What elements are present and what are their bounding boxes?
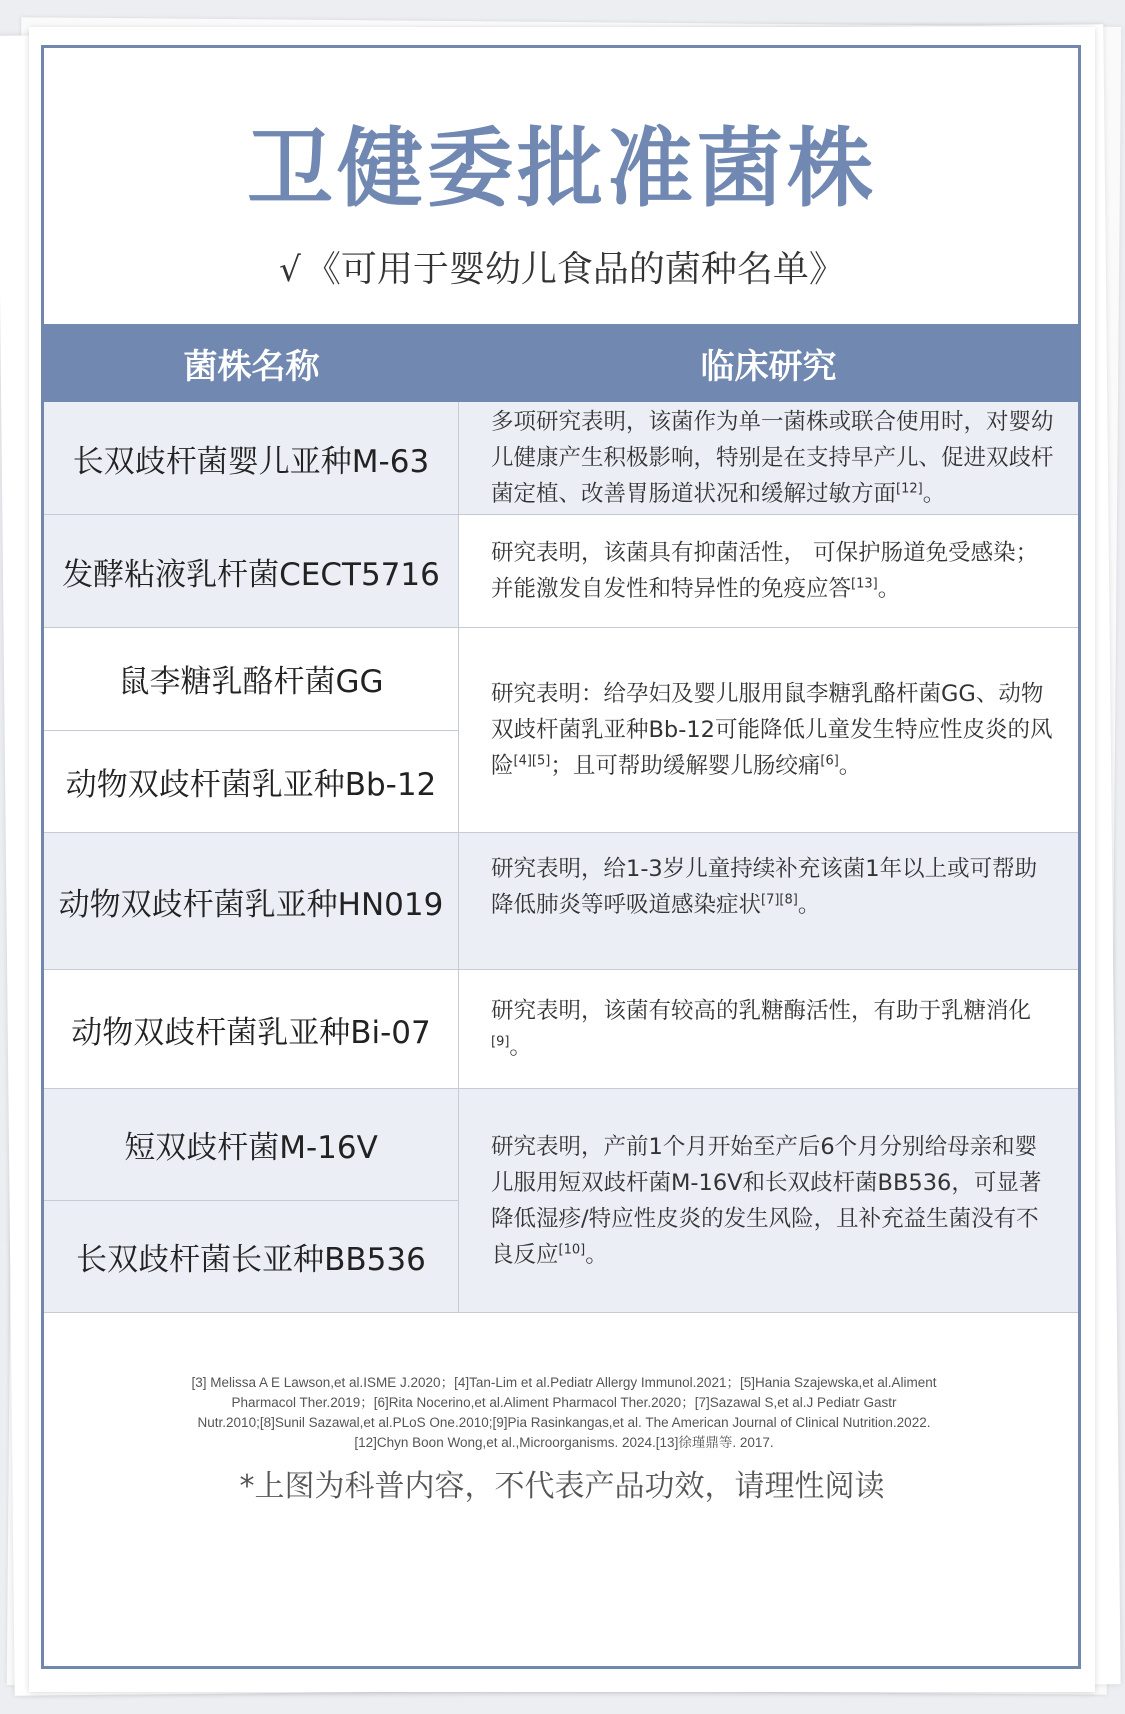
strain-name: 动物双歧杆菌乳亚种HN019 (58, 886, 444, 923)
strain-names-cell (44, 515, 459, 627)
research-text: 研究表明，该菌有较高的乳糖酶活性，有助于乳糖消化 (491, 998, 1032, 1024)
research-cell (459, 970, 1078, 1088)
research-tail: 。 (877, 576, 901, 602)
citation: [13] (851, 576, 878, 592)
citation: [10] (558, 1242, 586, 1257)
table-row (44, 1089, 1078, 1313)
table-row (44, 970, 1078, 1089)
research-text: 多项研究表明，该菌作为单一菌株或联合使用时，对婴幼儿健康产生积极影响，特别是在支持早产儿、促进双歧杆菌定植、改善胃肠道状况和缓解过敏方面 (491, 409, 1054, 507)
strain-names-cell (44, 628, 459, 832)
table-header (44, 324, 1078, 402)
research-tail: 。 (838, 753, 862, 779)
strain-name: 长双歧杆菌长亚种BB536 (44, 1200, 458, 1312)
research-text: 研究表明：给孕妇及婴儿服用鼠李糖乳酪杆菌GG、动物双歧杆菌乳亚种Bb-12可能降低儿童发生特应性皮炎的风险 (491, 681, 1053, 779)
research-tail: 。 (797, 892, 821, 918)
subtitle-text: 《可用于婴幼儿食品的菌种名单》 (304, 249, 845, 290)
research-tail: 。 (509, 1034, 532, 1060)
reference-line: Nutr.2010;[8]Sunil Sazawal,et al.PLoS One.2010;[9]Pia Rasinkangas,et al. The American Journal of Clinical Nutrition.2022. (197, 1415, 931, 1430)
strain-name: 长双歧杆菌婴儿亚种M-63 (72, 443, 430, 480)
strain-names-cell (44, 833, 459, 969)
table-row (44, 628, 1078, 833)
page-subtitle (29, 247, 1095, 293)
research-text: 研究表明，给1-3岁儿童持续补充该菌1年以上或可帮助降低肺炎等呼吸道感染症状 (491, 856, 1038, 918)
research-cell (459, 1089, 1078, 1312)
research-tail: 。 (585, 1241, 608, 1268)
research-tail: 。 (922, 481, 946, 507)
citation: [4][5] (513, 753, 551, 769)
research-text: 研究表明，产前1个月开始至产后6个月分别给母亲和婴儿服用短双歧杆菌M-16V和长双歧杆菌BB536，可显著降低湿疹/特应性皮炎的发生风险，且补充益生菌没有不良反应 (491, 1133, 1042, 1268)
strain-names-cell (44, 1089, 459, 1312)
strain-name: 短双歧杆菌M-16V (124, 1130, 378, 1166)
strain-names-cell (44, 402, 459, 514)
research-cell (459, 833, 1078, 969)
strain-names-cell (44, 970, 459, 1088)
table-row (44, 515, 1078, 628)
reference-line: Pharmacol Ther.2019；[6]Rita Nocerino,et al.Aliment Pharmacol Ther.2020；[7]Sazawal S,et al.J Pediatr Gastr (231, 1395, 897, 1410)
reference-line: [12]Chyn Boon Wong,et al.,Microorganisms. 2024.[13]徐瑾鼎等. 2017. (354, 1435, 774, 1450)
research-cell (459, 402, 1078, 514)
disclaimer: *上图为科普内容，不代表产品功效，请理性阅读 (239, 1469, 885, 1504)
reference-line: [3] Melissa A E Lawson,et al.ISME J.2020；[4]Tan-Lim et al.Pediatr Allergy Immunol.2021；[5]Hania Szajewska,et al.Aliment (191, 1375, 937, 1390)
research-text-2: ；且可帮助缓解婴儿肠绞痛 (550, 753, 821, 779)
strain-name: 动物双歧杆菌乳亚种Bb-12 (44, 730, 458, 833)
table-row (44, 402, 1078, 515)
research-cell (459, 628, 1078, 832)
citation: [6] (820, 753, 839, 769)
table-row (44, 833, 1078, 970)
citation: [12] (896, 481, 923, 497)
header-strain-name: 菌株名称 (183, 346, 320, 387)
citation: [7][8] (761, 892, 798, 908)
research-cell (459, 515, 1078, 627)
strain-name: 发酵粘液乳杆菌CECT5716 (62, 556, 440, 593)
info-card (29, 27, 1095, 1692)
check-icon: √ (279, 250, 301, 290)
page-title: 卫健委批准菌株 (247, 119, 877, 219)
strain-name: 鼠李糖乳酪杆菌GG (118, 664, 384, 701)
citation: [9] (491, 1034, 510, 1050)
strain-table (44, 324, 1078, 1313)
strain-name: 动物双歧杆菌乳亚种Bi-07 (71, 1014, 431, 1051)
references (139, 1373, 989, 1453)
header-clinical-research: 临床研究 (700, 346, 837, 387)
research-text: 研究表明，该菌具有抑菌活性， 可保护肠道免受感染；并能激发自发性和特异性的免疫应答 (491, 540, 1039, 602)
